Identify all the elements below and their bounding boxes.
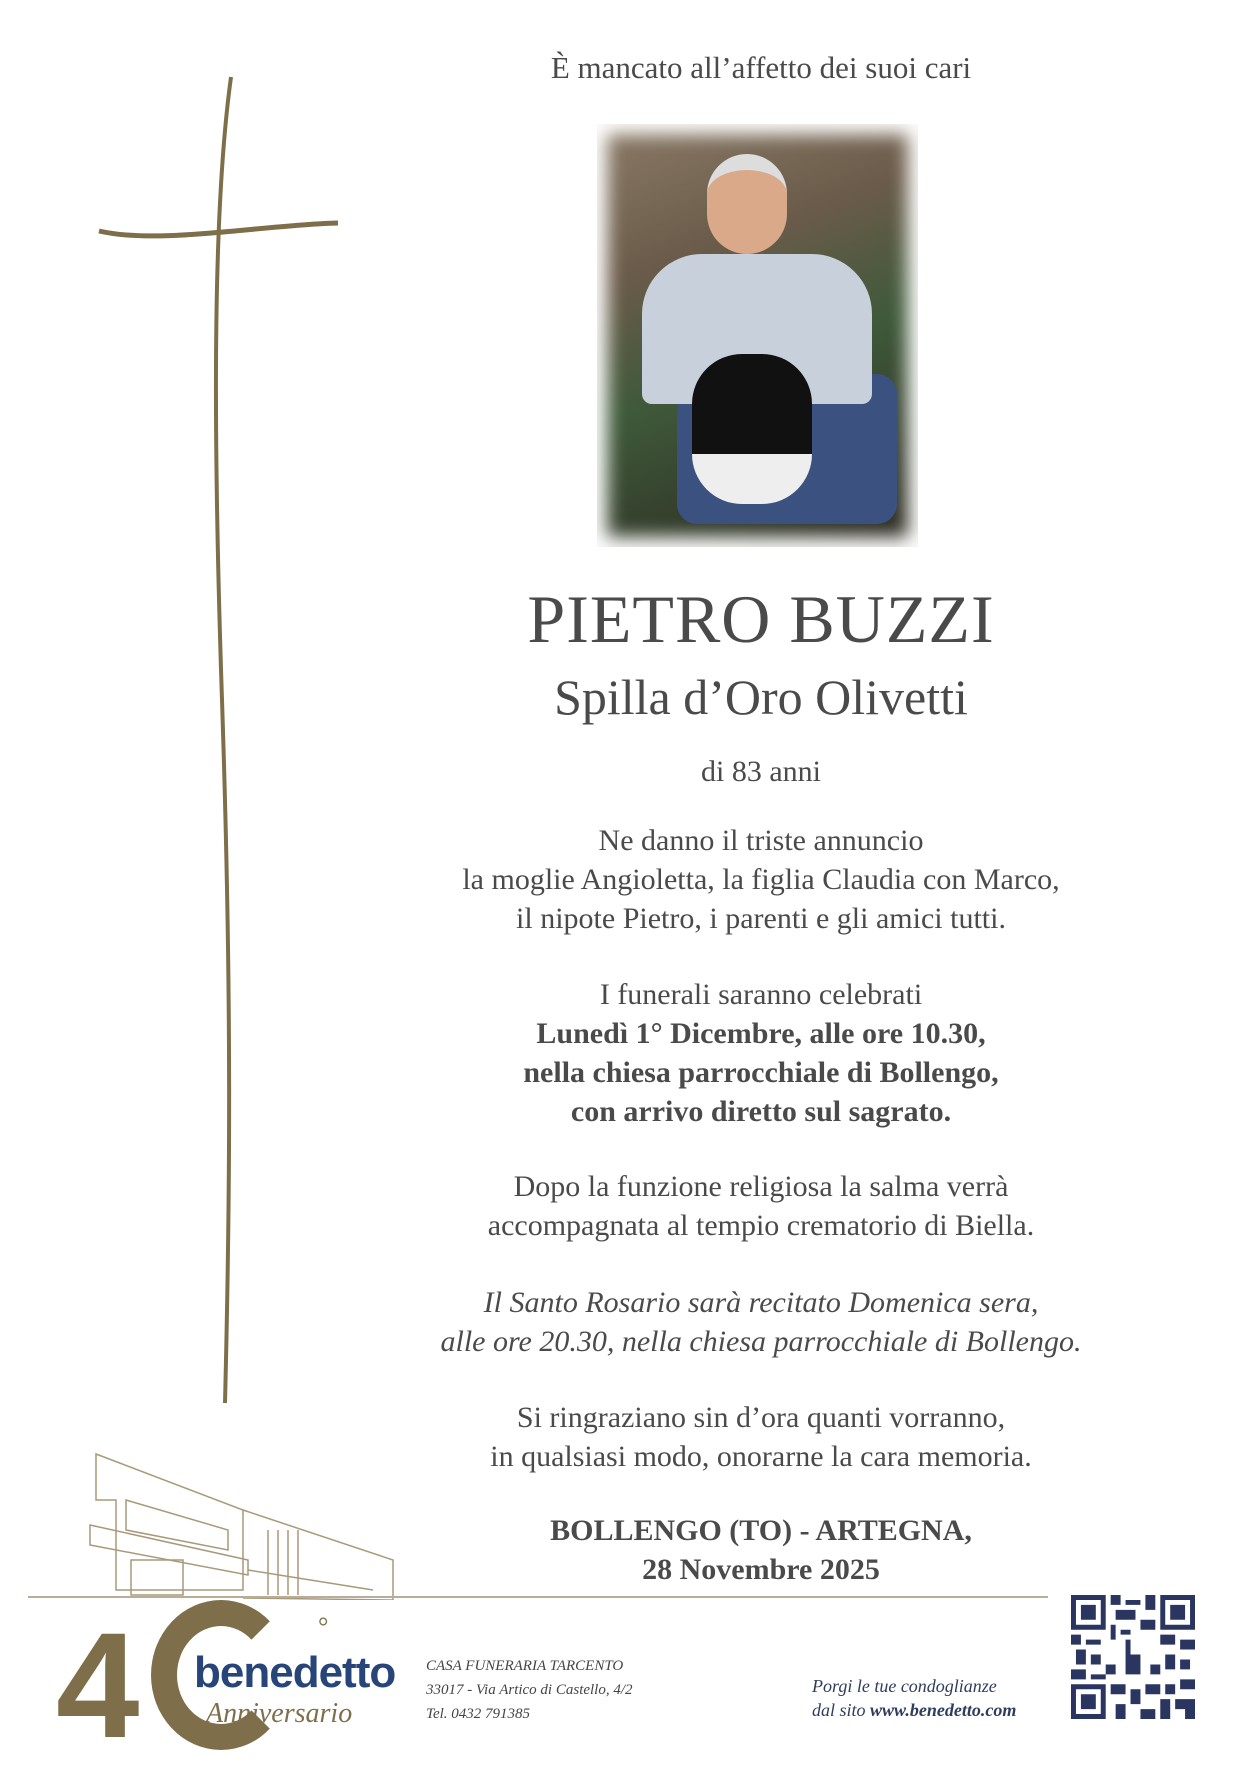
text-line: la moglie Angioletta, la figlia Claudia con Marco, (462, 863, 1060, 896)
logo-subtitle: Anniversario (206, 1698, 353, 1729)
text-line: con arrivo diretto sul sagrato. (570, 1095, 952, 1128)
text-line: Il Santo Rosario sarà recitato Domenica sera, (483, 1286, 1039, 1319)
funeral-home-address (426, 1654, 633, 1726)
place-date (381, 1511, 1141, 1589)
text-line: Si ringraziano sin d’ora quanti vorranno, (516, 1401, 1006, 1434)
text-line: 28 Novembre 2025 (642, 1553, 880, 1586)
divider-line (28, 1596, 1048, 1598)
text-line: alle ore 20.30, nella chiesa parrocchiale di Bollengo. (440, 1325, 1082, 1358)
deceased-age: di 83 anni (701, 755, 821, 788)
deceased-photo (597, 124, 918, 547)
logo-brand: benedetto (194, 1648, 396, 1697)
logo-number: 4 (56, 1601, 140, 1769)
address-line: 33017 - Via Artico di Castello, 4/2 (426, 1682, 633, 1698)
thanks (381, 1398, 1141, 1476)
benedetto-logo (56, 1600, 396, 1769)
funeral-info (381, 975, 1141, 1131)
text-line: nella chiesa parrocchiale di Bollengo, (523, 1056, 999, 1089)
text-line: in qualsiasi modo, onorarne la cara memoria. (490, 1440, 1032, 1473)
text-line: Dopo la funzione religiosa la salma verrà (513, 1170, 1009, 1203)
address-line: Tel. 0432 791385 (426, 1706, 531, 1722)
text-line: accompagnata al tempio crematorio di Biella. (487, 1209, 1035, 1242)
deceased-name: PIETRO BUZZI (527, 581, 995, 657)
after-service (381, 1167, 1141, 1245)
qr-code[interactable] (1071, 1595, 1195, 1719)
building-illustration (28, 1450, 408, 1600)
cross-icon (0, 0, 400, 1420)
rosary-info (381, 1283, 1141, 1361)
address-line: CASA FUNERARIA TARCENTO (426, 1658, 624, 1674)
condolences-note (812, 1674, 1016, 1722)
text-line: Ne danno il triste annuncio (598, 824, 924, 857)
text-line: il nipote Pietro, i parenti e gli amici tutti. (516, 902, 1006, 935)
intro-text: È mancato all’affetto dei suoi cari (550, 50, 972, 85)
text-line: Lunedì 1° Dicembre, alle ore 10.30, (536, 1017, 986, 1050)
website-link[interactable]: www.benedetto.com (870, 1700, 1017, 1720)
text-line: BOLLENGO (TO) - ARTEGNA, (550, 1514, 972, 1547)
deceased-honor: Spilla d’Oro Olivetti (554, 669, 968, 725)
text-line: dal sito (812, 1700, 871, 1720)
logo-degree: ° (318, 1612, 329, 1641)
text-line: Porgi le tue condoglianze (812, 1676, 997, 1696)
announcement (381, 821, 1141, 938)
text-line: I funerali saranno celebrati (599, 978, 923, 1011)
